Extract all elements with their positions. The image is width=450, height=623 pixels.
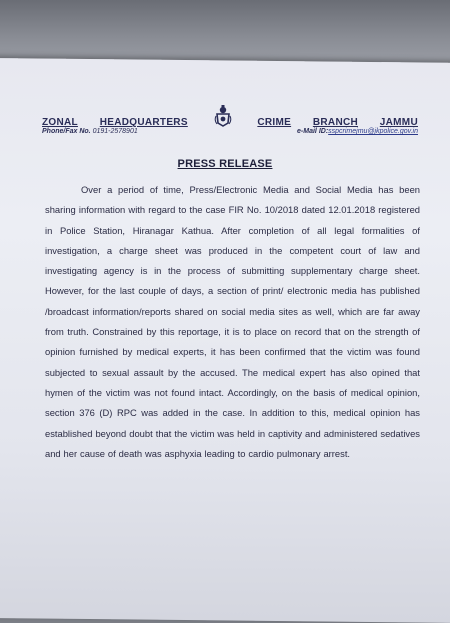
letterhead-word-crime: CRIME — [257, 117, 292, 128]
press-release-title: PRESS RELEASE — [177, 158, 273, 170]
police-emblem-icon — [214, 104, 232, 128]
letterhead-word-zonal: ZONAL — [42, 117, 78, 128]
phone-contact — [42, 128, 138, 135]
phone-label: Phone/Fax No. — [42, 128, 91, 135]
background-surface — [0, 0, 450, 64]
press-release-body: Over a period of time, Press/Electronic Media and Social Media has been sharing information with regard to the case FIR No. 10/2018 dated 12.01.2018 registered in Police Station, Hiranagar Kathua. After completion of all legal formalities of investigation, a charge sheet was produced in the competent court of law and investigating agency is in the process of submitting supplementary charge sheet. However, for the last couple of days, a section of print/ electronic media has published /broadcast information/reports shared on social media sites as well, which are far away from truth. Constrained by this reportage, it is to place on record that on the strength of opinion furnished by medical experts, it has been confirmed that the victim was found subjected to sexual assault by the accused. The medical expert has also opined that hymen of the victim was not found intact. Accordingly, on the basis of medical opinion, section 376 (D) RPC was added in the case. In addition to this, medical opinion has established beyond doubt that the victim was held in captivity and administered sedatives and her cause of death was asphyxia leading to cardio pulmonary arrest. — [45, 184, 420, 459]
email-contact — [297, 128, 418, 135]
letterhead-word-branch: BRANCH — [312, 117, 359, 128]
letterhead-word-jammu: JAMMU — [379, 117, 418, 128]
email-label: e-Mail ID: — [297, 128, 329, 135]
phone-value: 0191-2578901 — [92, 128, 138, 135]
contact-line — [42, 128, 418, 135]
email-link[interactable]: sspcrimejmu@jkpolice.gov.in — [328, 128, 418, 135]
letterhead-word-headquarters: HEADQUARTERS — [99, 117, 188, 128]
letterhead — [42, 104, 418, 128]
